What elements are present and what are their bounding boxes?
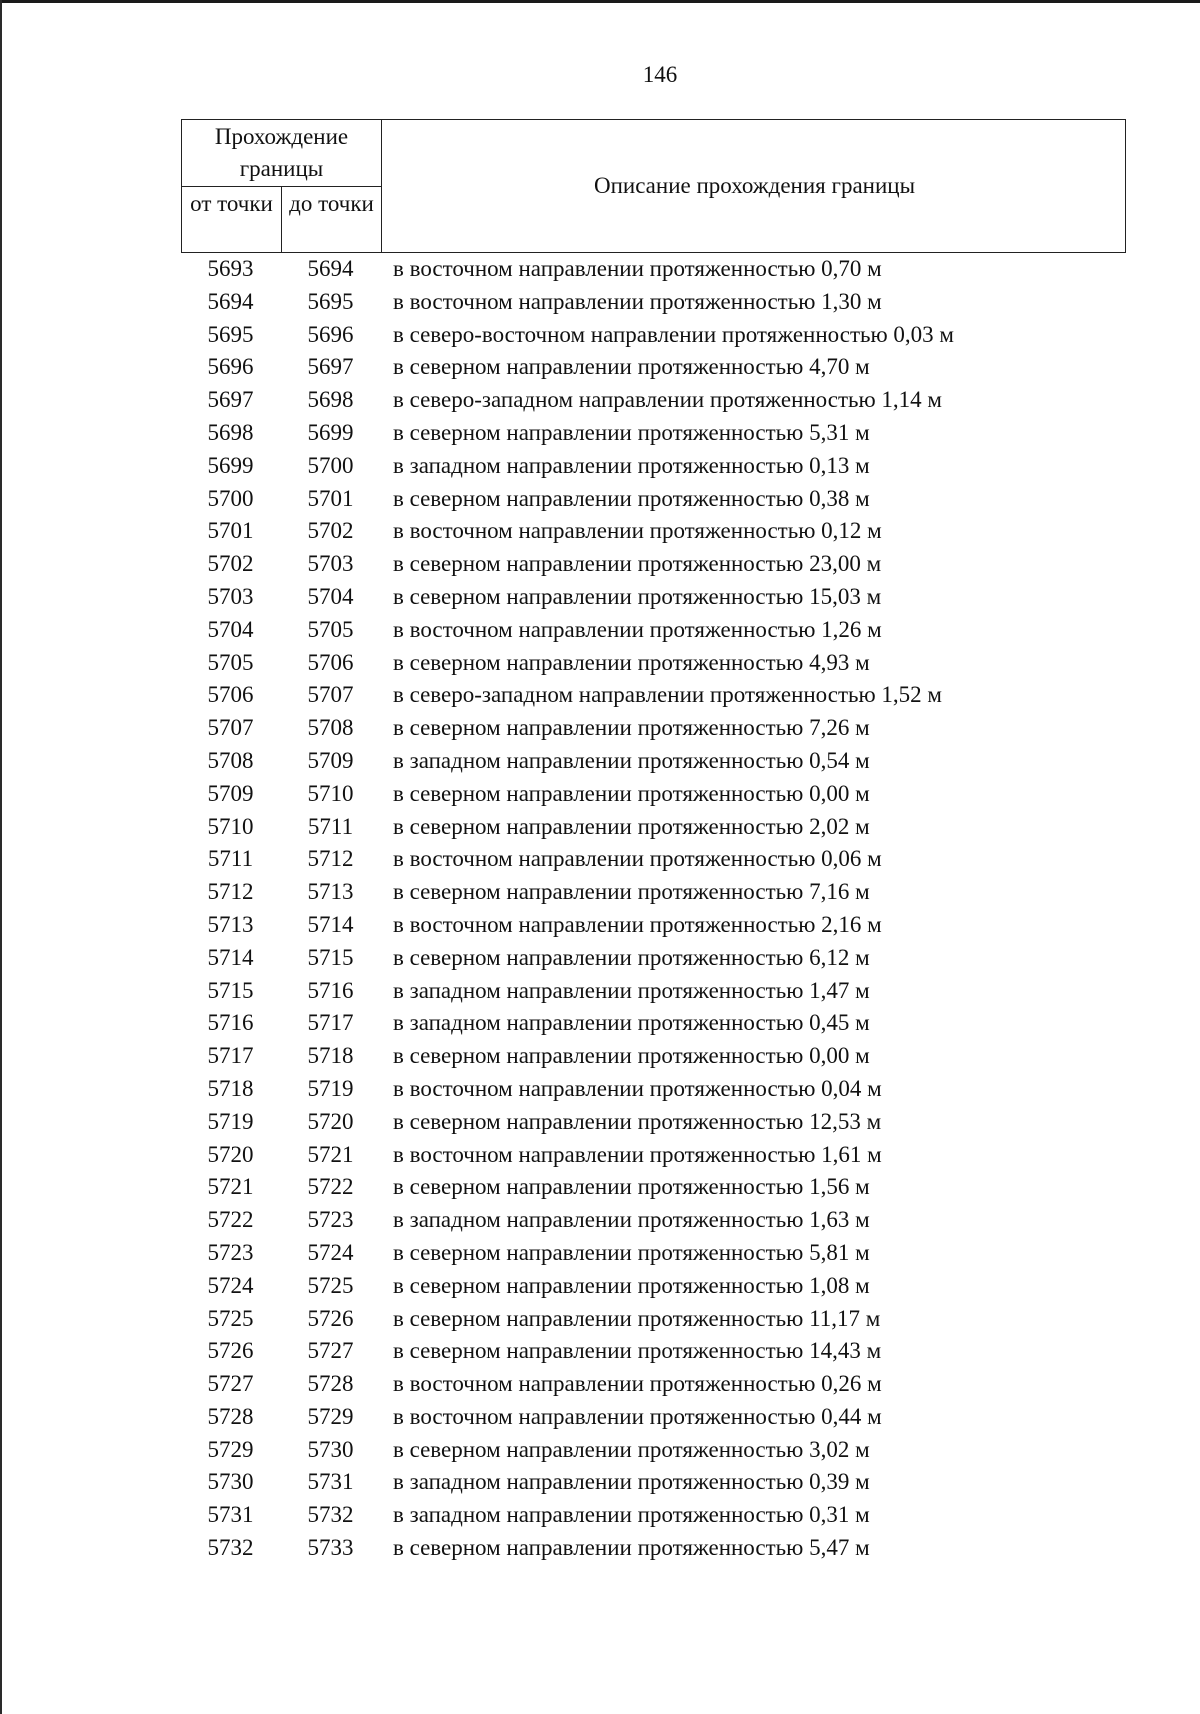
to-point-cell: 5706	[307, 649, 354, 675]
from-point-cell: 5708	[207, 747, 254, 773]
table-row	[181, 647, 1126, 680]
to-point-cell: 5710	[307, 780, 354, 806]
from-point-cell: 5718	[207, 1075, 254, 1101]
table-row	[181, 745, 1126, 778]
description-cell: в северном направлении протяженностью 14,43 м	[393, 1338, 882, 1364]
table-row	[181, 942, 1126, 975]
table-row	[181, 483, 1126, 516]
description-cell: в западном направлении протяженностью 0,13 м	[393, 452, 870, 478]
description-cell: в северном направлении протяженностью 1,56 м	[393, 1174, 870, 1200]
to-point-cell: 5720	[307, 1108, 354, 1134]
table-row	[181, 1204, 1126, 1237]
from-point-cell: 5731	[207, 1502, 254, 1528]
from-point-cell: 5717	[207, 1043, 254, 1069]
table-row	[181, 1499, 1126, 1532]
description-cell: в восточном направлении протяженностью 2,16 м	[393, 911, 882, 937]
table-row	[181, 975, 1126, 1008]
from-point-cell: 5713	[207, 911, 254, 937]
from-point-cell: 5702	[207, 551, 254, 577]
from-point-cell: 5709	[207, 780, 254, 806]
to-point-cell: 5702	[307, 518, 354, 544]
scan-edge-left	[0, 0, 2, 1714]
header-to-point: до точки	[289, 191, 374, 216]
from-point-cell: 5730	[207, 1469, 254, 1495]
to-point-cell: 5694	[307, 256, 354, 281]
table-row	[181, 1171, 1126, 1204]
table-row	[181, 1007, 1126, 1040]
table-row	[181, 1532, 1126, 1565]
to-point-cell: 5726	[307, 1305, 354, 1331]
description-cell: в северном направлении протяженностью 23,00 м	[393, 551, 882, 577]
description-cell: в северном направлении протяженностью 5,31 м	[393, 419, 870, 445]
from-point-cell: 5721	[207, 1174, 254, 1200]
header-description: Описание прохождения границы	[593, 173, 916, 198]
from-point-cell: 5728	[207, 1403, 254, 1429]
description-cell: в северном направлении протяженностью 12,53 м	[393, 1108, 882, 1134]
from-point-cell: 5694	[207, 288, 254, 314]
to-point-cell: 5724	[307, 1239, 354, 1265]
scan-edge-top	[0, 0, 1200, 3]
description-cell: в северном направлении протяженностью 0,00 м	[393, 1043, 870, 1069]
to-point-cell: 5718	[307, 1043, 354, 1069]
description-cell: в северном направлении протяженностью 0,38 м	[393, 485, 870, 511]
description-cell: в восточном направлении протяженностью 1,26 м	[393, 616, 882, 642]
description-cell: в северном направлении протяженностью 0,00 м	[393, 780, 870, 806]
from-point-cell: 5716	[207, 1010, 254, 1036]
table-row	[181, 1303, 1126, 1336]
table-row	[181, 843, 1126, 876]
description-cell: в северном направлении протяженностью 2,02 м	[393, 813, 870, 839]
from-point-cell: 5697	[207, 387, 254, 413]
table-row	[181, 1335, 1126, 1368]
description-cell: в западном направлении протяженностью 0,54 м	[393, 747, 870, 773]
description-cell: в северном направлении протяженностью 15,03 м	[393, 583, 882, 609]
table-row	[181, 1073, 1126, 1106]
description-cell: в восточном направлении протяженностью 1,30 м	[393, 288, 882, 314]
description-cell: в северном направлении протяженностью 5,47 м	[393, 1535, 870, 1561]
table-row	[181, 384, 1126, 417]
to-point-cell: 5717	[307, 1010, 354, 1036]
table-row	[181, 351, 1126, 384]
table-row	[181, 548, 1126, 581]
table-row	[181, 712, 1126, 745]
to-point-cell: 5709	[307, 747, 354, 773]
from-point-cell: 5706	[207, 682, 254, 708]
to-point-cell: 5733	[307, 1535, 354, 1561]
to-point-cell: 5708	[307, 715, 354, 741]
description-cell: в северном направлении протяженностью 11,17 м	[393, 1305, 881, 1331]
description-cell: в северном направлении протяженностью 1,08 м	[393, 1272, 870, 1298]
to-point-cell: 5700	[307, 452, 354, 478]
table-row	[181, 286, 1126, 319]
table-row	[181, 679, 1126, 712]
table-row	[181, 1401, 1126, 1434]
to-point-cell: 5711	[307, 813, 354, 839]
to-point-cell: 5731	[307, 1469, 354, 1495]
description-cell: в западном направлении протяженностью 1,63 м	[393, 1207, 870, 1233]
table-row	[181, 450, 1126, 483]
table-body	[181, 253, 1126, 1565]
description-cell: в северо-восточном направлении протяженностью 0,03 м	[393, 321, 954, 347]
from-point-cell: 5710	[207, 813, 254, 839]
description-cell: в северном направлении протяженностью 5,81 м	[393, 1239, 870, 1265]
to-point-cell: 5703	[307, 551, 354, 577]
table-row	[181, 811, 1126, 844]
table-row	[181, 778, 1126, 811]
from-point-cell: 5695	[207, 321, 254, 347]
description-cell: в западном направлении протяженностью 0,45 м	[393, 1010, 870, 1036]
table-row	[181, 1106, 1126, 1139]
description-cell: в восточном направлении протяженностью 0,12 м	[393, 518, 882, 544]
from-point-cell: 5729	[207, 1436, 254, 1462]
to-point-cell: 5707	[307, 682, 354, 708]
description-cell: в северном направлении протяженностью 4,70 м	[393, 354, 870, 380]
description-cell: в западном направлении протяженностью 0,31 м	[393, 1502, 870, 1528]
from-point-cell: 5703	[207, 583, 254, 609]
to-point-cell: 5714	[307, 911, 354, 937]
table-row	[181, 515, 1126, 548]
description-cell: в северном направлении протяженностью 4,93 м	[393, 649, 870, 675]
from-point-cell: 5727	[207, 1371, 254, 1397]
description-cell: в восточном направлении протяженностью 0,06 м	[393, 846, 882, 872]
description-cell: в северном направлении протяженностью 7,16 м	[393, 879, 870, 905]
from-point-cell: 5719	[207, 1108, 254, 1134]
from-point-cell: 5698	[207, 419, 254, 445]
from-point-cell: 5711	[207, 846, 254, 872]
table-row	[181, 319, 1126, 352]
table-row	[181, 876, 1126, 909]
to-point-cell: 5730	[307, 1436, 354, 1462]
to-point-cell: 5727	[307, 1338, 354, 1364]
to-point-cell: 5728	[307, 1371, 354, 1397]
description-cell: в восточном направлении протяженностью 0,26 м	[393, 1371, 882, 1397]
from-point-cell: 5715	[207, 977, 254, 1003]
from-point-cell: 5696	[207, 354, 254, 380]
from-point-cell: 5693	[207, 256, 254, 281]
from-point-cell: 5707	[207, 715, 254, 741]
to-point-cell: 5705	[307, 616, 354, 642]
to-point-cell: 5713	[307, 879, 354, 905]
table-row	[181, 1466, 1126, 1499]
from-point-cell: 5700	[207, 485, 254, 511]
header-from-point: от точки	[190, 191, 273, 216]
table-row	[181, 1368, 1126, 1401]
table-row	[181, 1040, 1126, 1073]
to-point-cell: 5722	[307, 1174, 354, 1200]
table-header	[181, 119, 1126, 253]
to-point-cell: 5716	[307, 977, 354, 1003]
to-point-cell: 5732	[307, 1502, 354, 1528]
to-point-cell: 5701	[307, 485, 354, 511]
to-point-cell: 5723	[307, 1207, 354, 1233]
from-point-cell: 5699	[207, 452, 254, 478]
from-point-cell: 5725	[207, 1305, 254, 1331]
description-cell: в северном направлении протяженностью 6,12 м	[393, 944, 870, 970]
to-point-cell: 5704	[307, 583, 354, 609]
table-row	[181, 253, 1126, 286]
to-point-cell: 5729	[307, 1403, 354, 1429]
to-point-cell: 5696	[307, 321, 354, 347]
from-point-cell: 5720	[207, 1141, 254, 1167]
description-cell: в северо-западном направлении протяженностью 1,52 м	[393, 682, 942, 708]
from-point-cell: 5723	[207, 1239, 254, 1265]
from-point-cell: 5714	[207, 944, 254, 970]
to-point-cell: 5699	[307, 419, 354, 445]
to-point-cell: 5698	[307, 387, 354, 413]
table-row	[181, 417, 1126, 450]
description-cell: в северо-западном направлении протяженностью 1,14 м	[393, 387, 942, 413]
table-row	[181, 581, 1126, 614]
to-point-cell: 5721	[307, 1141, 354, 1167]
page-number: 146	[642, 62, 678, 87]
table-row	[181, 1434, 1126, 1467]
to-point-cell: 5719	[307, 1075, 354, 1101]
to-point-cell: 5712	[307, 846, 354, 872]
description-cell: в восточном направлении протяженностью 1,61 м	[393, 1141, 882, 1167]
from-point-cell: 5732	[207, 1535, 254, 1561]
from-point-cell: 5712	[207, 879, 254, 905]
table-row	[181, 1237, 1126, 1270]
description-cell: в западном направлении протяженностью 0,39 м	[393, 1469, 870, 1495]
from-point-cell: 5701	[207, 518, 254, 544]
table-row	[181, 614, 1126, 647]
to-point-cell: 5697	[307, 354, 354, 380]
description-cell: в восточном направлении протяженностью 0,04 м	[393, 1075, 882, 1101]
from-point-cell: 5705	[207, 649, 254, 675]
description-cell: в восточном направлении протяженностью 0,70 м	[393, 256, 882, 281]
to-point-cell: 5695	[307, 288, 354, 314]
from-point-cell: 5724	[207, 1272, 254, 1298]
table-row	[181, 1270, 1126, 1303]
table-row	[181, 909, 1126, 942]
to-point-cell: 5715	[307, 944, 354, 970]
header-boundary-passage: Прохождение границы	[214, 124, 349, 181]
from-point-cell: 5726	[207, 1338, 254, 1364]
from-point-cell: 5704	[207, 616, 254, 642]
description-cell: в восточном направлении протяженностью 0,44 м	[393, 1403, 882, 1429]
table-row	[181, 1139, 1126, 1172]
description-cell: в северном направлении протяженностью 3,02 м	[393, 1436, 870, 1462]
from-point-cell: 5722	[207, 1207, 254, 1233]
description-cell: в западном направлении протяженностью 1,47 м	[393, 977, 870, 1003]
description-cell: в северном направлении протяженностью 7,26 м	[393, 715, 870, 741]
to-point-cell: 5725	[307, 1272, 354, 1298]
